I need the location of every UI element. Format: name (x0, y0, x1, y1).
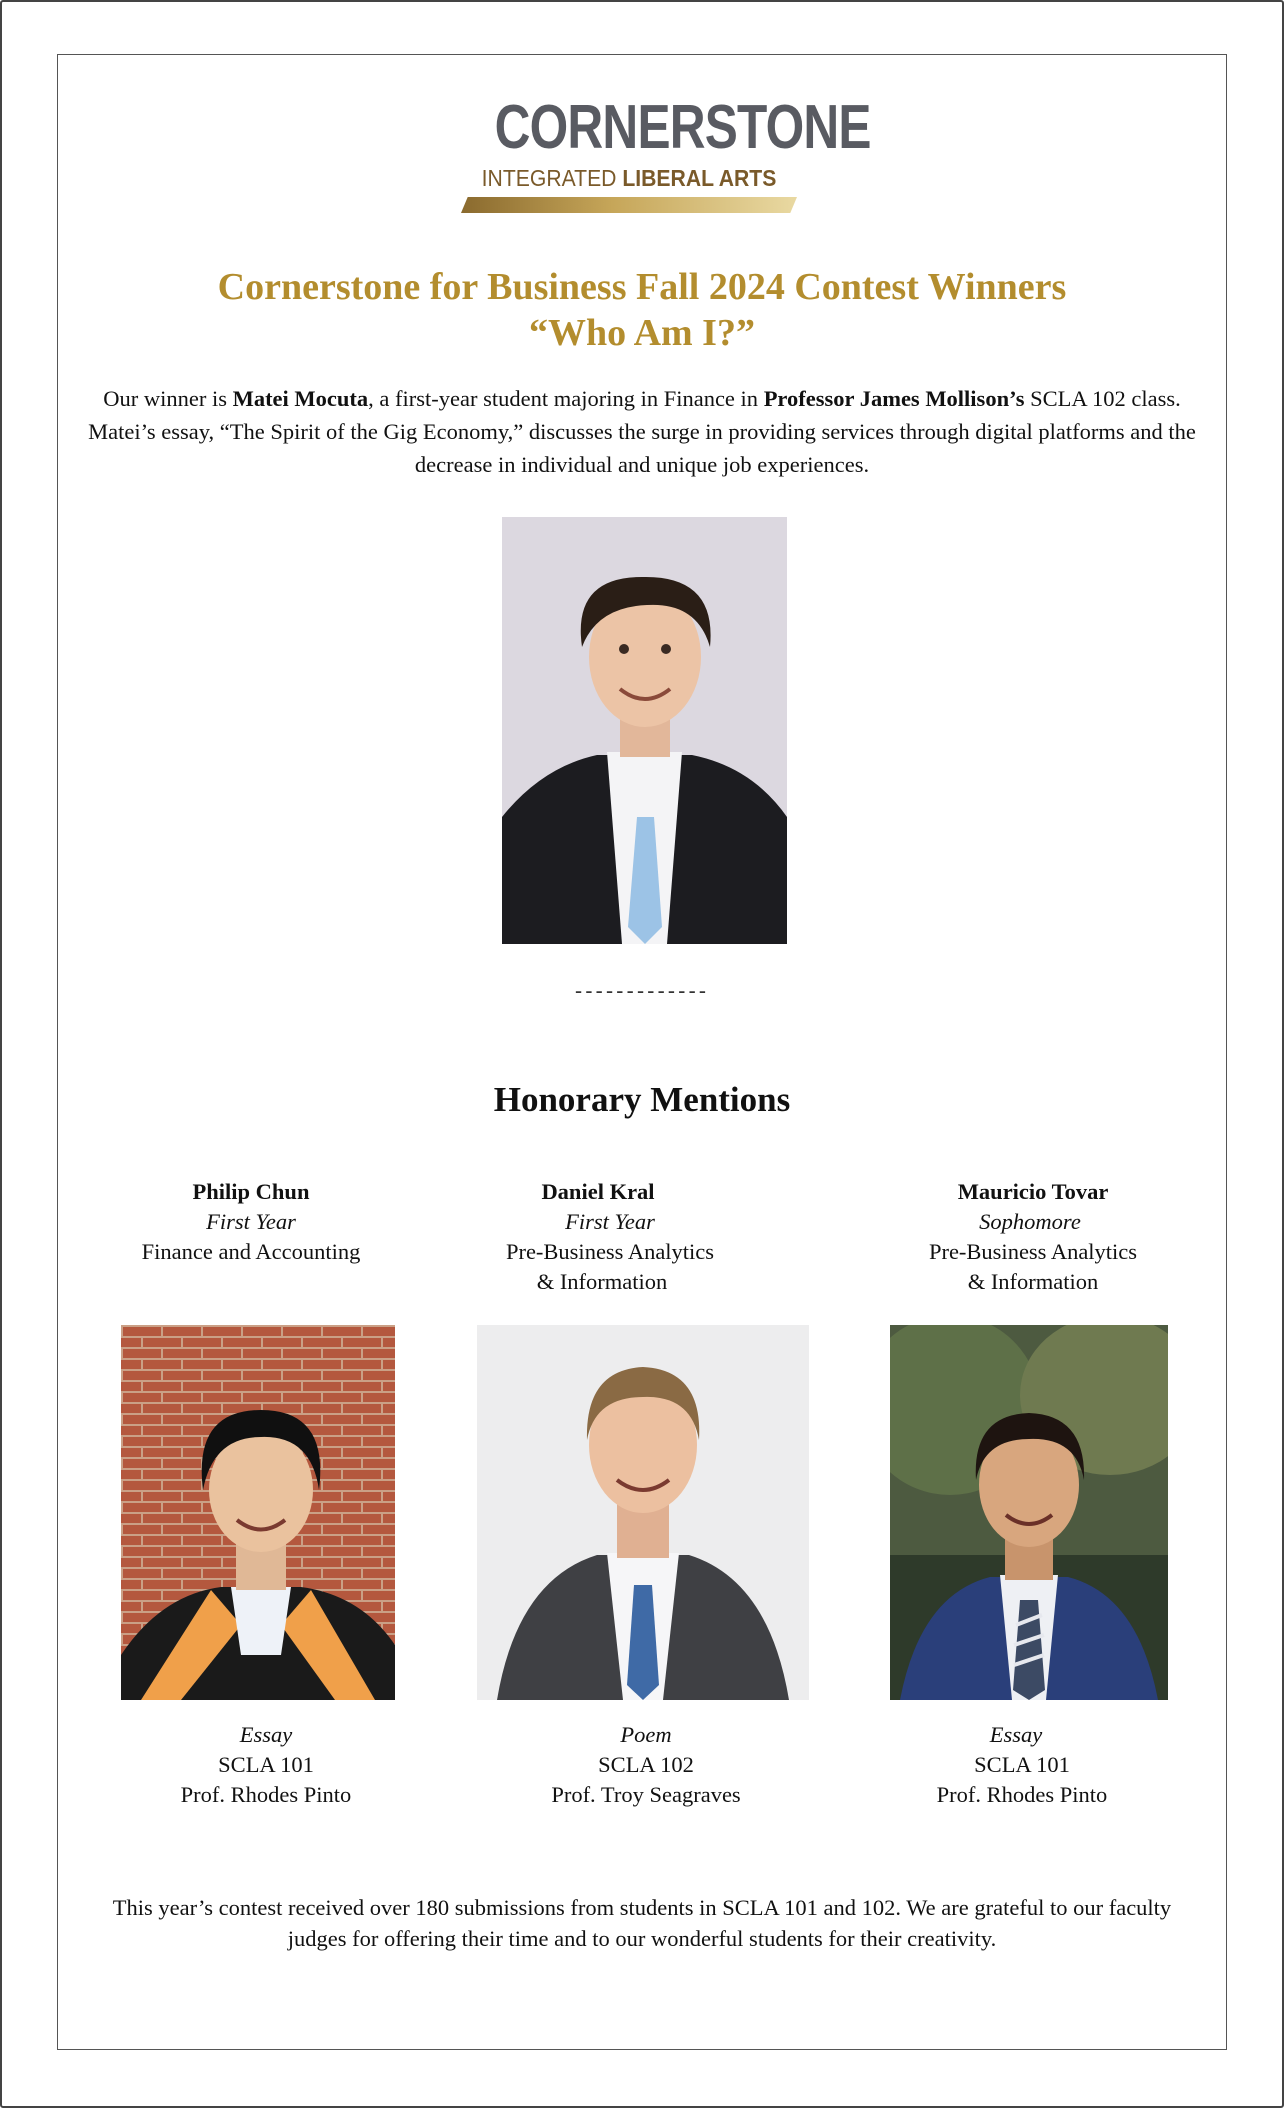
mention-2-major-2: & Information (536, 1269, 668, 1294)
mention-3-type: Essay (989, 1722, 1043, 1747)
mention-3-info (883, 1177, 1183, 1297)
mention-2-entry (496, 1720, 796, 1810)
mention-3-photo (890, 1325, 1168, 1700)
intro-text-3: SCLA 102 class. Matei’s essay, “The Spirit of the Gig Economy,” discusses the surge in providing services through digital platforms and the decrease in individual and unique job experiences. (88, 386, 1196, 477)
mention-2-name: Daniel Kral (541, 1179, 655, 1204)
mention-1-course: SCLA 101 (218, 1752, 314, 1777)
mention-3-year: Sophomore (979, 1209, 1081, 1234)
winner-name: Matei Mocuta (232, 386, 369, 411)
logo-wordmark: CORNERSTONE (494, 93, 871, 162)
mention-3-major-2: & Information (967, 1269, 1099, 1294)
mention-1-name: Philip Chun (192, 1179, 310, 1204)
mention-3-name: Mauricio Tovar (957, 1179, 1109, 1204)
mention-2-professor: Prof. Troy Seagraves (551, 1782, 741, 1807)
section-divider: ------------- (574, 978, 710, 1003)
mention-1-major: Finance and Accounting (141, 1239, 361, 1264)
winner-photo (502, 517, 787, 944)
page-title: Cornerstone for Business Fall 2024 Contest Winners (217, 266, 1067, 308)
mention-2-info (460, 1177, 760, 1297)
cornerstone-logo (461, 93, 871, 220)
mention-2-year: First Year (565, 1209, 655, 1234)
mention-1-info (101, 1177, 401, 1267)
mention-3-professor: Prof. Rhodes Pinto (936, 1782, 1108, 1807)
closing-paragraph: This year’s contest received over 180 submissions from students in SCLA 101 and 102. We are grateful to our faculty judges for offering their time and to our wonderful students for their creativity. (112, 1895, 1172, 1951)
page-subtitle: “Who Am I?” (529, 312, 755, 354)
winner-professor: Professor James Mollison’s (763, 386, 1025, 411)
intro-text-1: Our winner is (103, 386, 233, 411)
mention-3-course: SCLA 101 (974, 1752, 1070, 1777)
mention-3-entry (872, 1720, 1172, 1810)
mention-2-type: Poem (620, 1722, 672, 1747)
logo-gold-bar (461, 197, 797, 213)
mention-2-major: Pre-Business Analytics (505, 1239, 715, 1264)
honorary-mentions-heading: Honorary Mentions (493, 1080, 791, 1119)
logo-subtitle-bold: LIBERAL ARTS (622, 165, 777, 191)
intro-text-2: , a first-year student majoring in Finance in (368, 386, 764, 411)
winner-intro (85, 382, 1199, 481)
mention-1-entry (116, 1720, 416, 1810)
mention-1-photo (121, 1325, 395, 1700)
logo-subtitle (474, 165, 783, 191)
mention-1-professor: Prof. Rhodes Pinto (180, 1782, 352, 1807)
mention-3-major: Pre-Business Analytics (928, 1239, 1138, 1264)
mention-1-type: Essay (239, 1722, 293, 1747)
logo-subtitle-regular: INTEGRATED (481, 165, 623, 191)
mention-2-course: SCLA 102 (598, 1752, 694, 1777)
mention-2-photo (477, 1325, 809, 1700)
mention-1-year: First Year (206, 1209, 296, 1234)
